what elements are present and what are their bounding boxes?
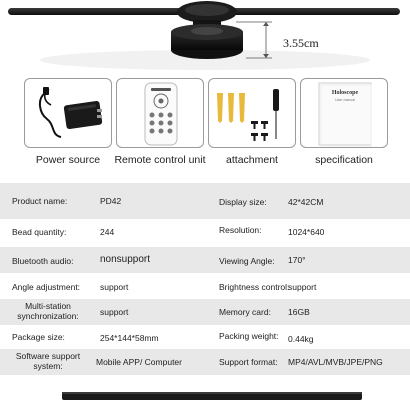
spec-value: support (100, 307, 129, 317)
power-adapter-icon (25, 79, 112, 148)
spec-label: Brightness control: (219, 282, 290, 292)
spec-label: Multi-station synchronization: (17, 301, 79, 321)
spec-value: 16GB (288, 307, 310, 317)
accessory-specification (300, 78, 388, 166)
table-row (0, 299, 410, 325)
manual-subtitle: User manual (335, 98, 355, 102)
power-adapter-image (24, 78, 112, 148)
spec-value: 244 (100, 227, 115, 237)
table-row (0, 219, 410, 247)
spec-value: support (288, 282, 317, 292)
accessory-remote-control (116, 78, 204, 166)
product-hero (0, 0, 410, 72)
height-dimension-label: 3.55cm (283, 36, 319, 50)
spec-value: 1024*640 (288, 227, 325, 237)
spec-value: 170° (288, 255, 306, 265)
spec-value: 254*144*58mm (100, 333, 159, 343)
spec-label: Bluetooth audio: (12, 256, 74, 266)
hologram-fan-image (0, 0, 410, 72)
spec-label: Bead quantity: (12, 227, 67, 237)
accessory-caption: attachment (226, 154, 278, 166)
table-row (0, 325, 410, 349)
screws-and-anchors-icon (209, 79, 296, 148)
accessory-power-source (24, 78, 112, 166)
manual-title: Holoscope (331, 90, 359, 96)
accessory-caption: Power source (35, 154, 101, 166)
product-bar-icon (0, 382, 410, 400)
accessory-caption: Remote control unit (114, 154, 206, 166)
table-row (0, 183, 410, 219)
spec-value: support (100, 282, 129, 292)
accessory-caption: specification (315, 154, 373, 166)
spec-label: Memory card: (219, 307, 271, 317)
spec-label: Resolution: (219, 225, 262, 235)
spec-value: nonsupport (100, 254, 151, 265)
spec-label: Display size: (219, 197, 267, 207)
accessories-row (0, 78, 410, 172)
spec-label: Product name: (12, 196, 68, 206)
manual-image (300, 78, 388, 148)
table-row (0, 273, 410, 299)
next-product-image-edge (0, 382, 410, 400)
accessory-attachment (208, 78, 296, 166)
spec-value: 42*42CM (288, 197, 324, 207)
remote-control-icon (117, 79, 204, 148)
spec-value: Mobile APP/ Computer (96, 357, 182, 367)
spec-label: Package size: (12, 332, 65, 342)
spec-value: PD42 (100, 196, 122, 206)
spec-label: Viewing Angle: (219, 256, 275, 266)
spec-value: 0.44kg (288, 334, 314, 344)
spec-label: Angle adjustment: (12, 282, 81, 292)
table-row (0, 349, 410, 375)
attachment-image (208, 78, 296, 148)
remote-image (116, 78, 204, 148)
specification-table (0, 183, 410, 375)
spec-label: Packing weight: (219, 331, 279, 341)
spec-label: Software support system: (15, 351, 81, 371)
table-row (0, 247, 410, 273)
spec-value: MP4/AVL/MVB/JPE/PNG (288, 357, 383, 367)
spec-label: Support format: (219, 357, 278, 367)
